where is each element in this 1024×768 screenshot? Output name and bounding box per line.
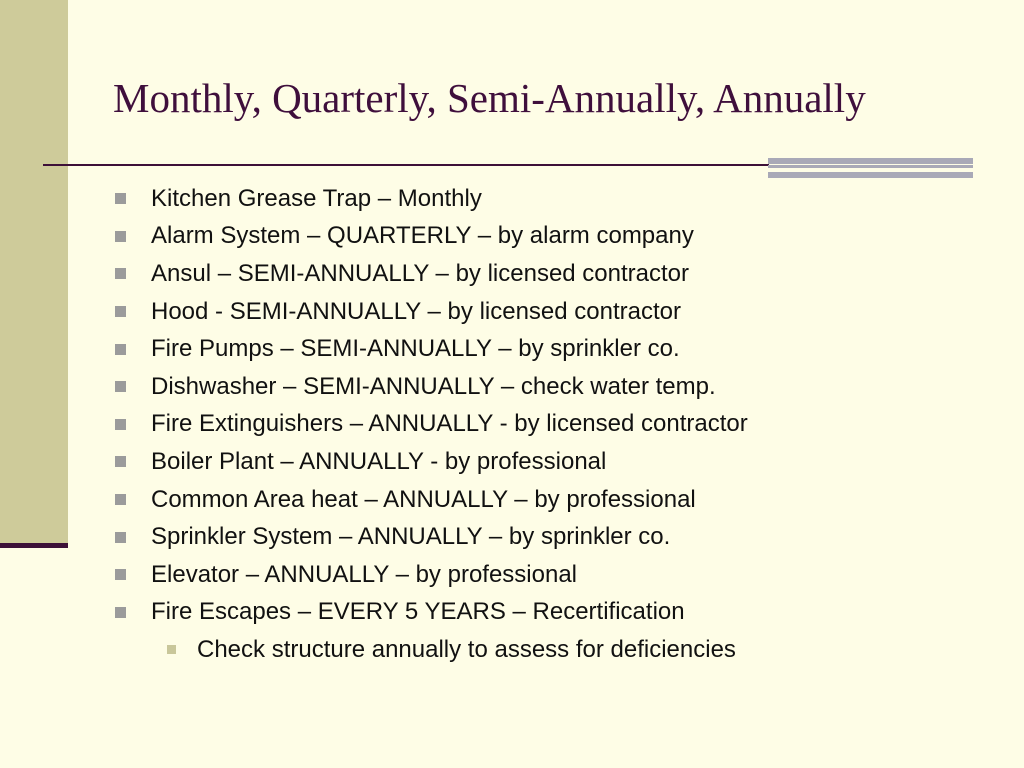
list-item [115,518,748,556]
list-item-text: Alarm System – QUARTERLY – by alarm company [151,222,694,250]
title-rule [43,164,769,166]
square-bullet-icon [115,344,126,355]
square-bullet-icon [115,419,126,430]
bullet-list [115,180,748,669]
list-item-text: Fire Extinguishers – ANNUALLY - by licensed contractor [151,410,748,438]
decorative-stripe-middle [768,165,973,168]
square-bullet-icon [115,231,126,242]
list-item-text: Elevator – ANNUALLY – by professional [151,560,578,588]
square-bullet-icon [115,268,126,279]
left-accent-underline [0,543,68,548]
decorative-stripe-bottom [768,172,973,178]
list-item-text: Boiler Plant – ANNUALLY - by professional [151,447,607,475]
list-item [115,330,748,368]
square-bullet-icon [115,607,126,618]
sub-list-item [115,631,748,669]
list-item-text: Hood - SEMI-ANNUALLY – by licensed contractor [151,297,682,325]
list-item [115,594,748,632]
list-item-text: Fire Escapes – EVERY 5 YEARS – Recertification [151,598,685,626]
list-item [115,443,748,481]
square-bullet-icon [115,532,126,543]
list-item [115,293,748,331]
list-item-text: Dishwasher – SEMI-ANNUALLY – check water temp. [151,372,716,400]
list-item-text: Sprinkler System – ANNUALLY – by sprinkler co. [151,523,671,551]
list-item-text: Kitchen Grease Trap – Monthly [151,184,482,212]
square-bullet-icon [115,456,126,467]
square-bullet-icon [115,494,126,505]
list-item [115,481,748,519]
slide-title: Monthly, Quarterly, Semi-Annually, Annually [113,75,866,121]
square-bullet-icon [115,306,126,317]
list-item-text: Fire Pumps – SEMI-ANNUALLY – by sprinkler co. [151,335,680,363]
small-square-bullet-icon [167,645,176,654]
sub-list-item-text: Check structure annually to assess for deficiencies [197,635,736,663]
decorative-stripe-top [768,158,973,164]
list-item [115,218,748,256]
list-item [115,368,748,406]
left-accent-bar [0,0,68,545]
list-item-text: Ansul – SEMI-ANNUALLY – by licensed contractor [151,259,690,287]
square-bullet-icon [115,381,126,392]
list-item [115,180,748,218]
list-item [115,556,748,594]
list-item-text: Common Area heat – ANNUALLY – by professional [151,485,696,513]
square-bullet-icon [115,193,126,204]
list-item [115,255,748,293]
square-bullet-icon [115,569,126,580]
list-item [115,406,748,444]
